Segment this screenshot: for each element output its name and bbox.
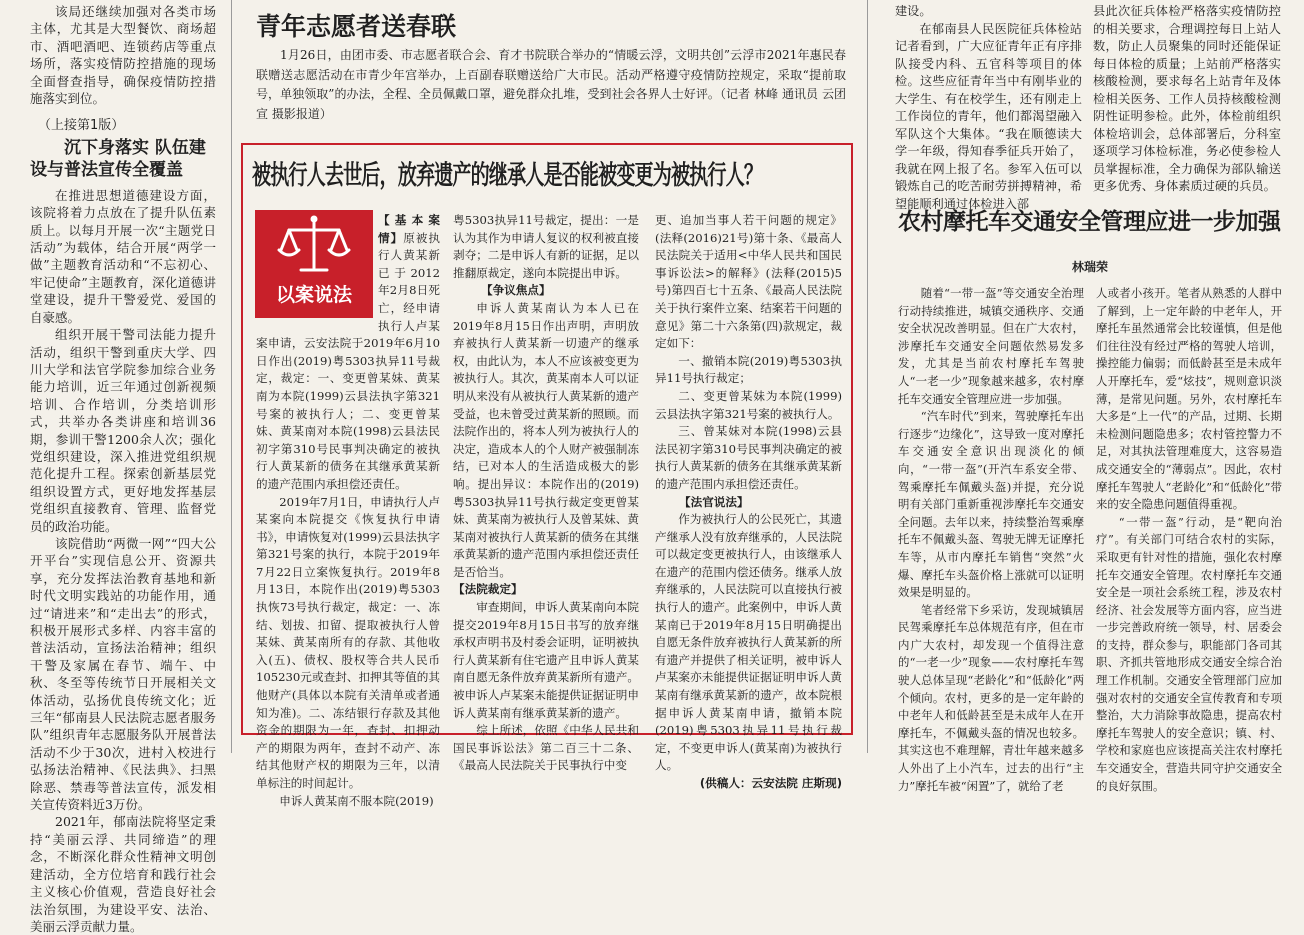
left-intro: 该局还继续加强对各类市场主体，尤其是大型餐饮、商场超市、酒吧酒吧、连锁药店等重点场所，落实疫情防控措施的现场全面督查指导，确保疫情防控措施落实到位。 bbox=[30, 4, 216, 107]
feature-paragraph: 申诉人黄某南认为本人已在2019年8月15日作出声明，声明放弃被执行人黄某新一切遗产的继承权，由此认为，本人不应该被变更为被执行人。其次，黄某南本人可以证明从来没有从被执行人黄某新的遗产受益，也未曾受过黄某新的照顾。而法院作出的，将本人列为被执行人的决定，造成本人的个人财产被强制冻结，已对本人的生活造成极大的影响。提出异议：本院作出的(2019)粤5303执异11号执行裁定变更曾某妹、黄某南为被执行人及曾某妹、黄某南对被执行人黄某新的债务在其继承黄某新的遗产范围内承担偿还责任是否恰当。 bbox=[453, 300, 639, 579]
left-headline-line1: 沉下身落实 队伍建 bbox=[64, 137, 206, 158]
ruling-item: 三、曾某妹对本院(1998)云县法民初字第310号民事判决确定的被执行人黄某新的债务在其继承黄某新的遗产范围内承担偿还责任。 bbox=[655, 424, 842, 491]
column-divider bbox=[867, 0, 868, 753]
basic-facts-heading: 【基本案情】 bbox=[378, 213, 440, 245]
ruling-item: 二、变更曾某妹为本院(1999)云县法执字第321号案的被执行人。 bbox=[655, 388, 842, 421]
feature-column-3 bbox=[655, 212, 842, 790]
right-story-column-2 bbox=[1096, 285, 1282, 793]
feature-title: 被执行人去世后，放弃遗产的继承人是否能被变更为被执行人？ bbox=[252, 160, 763, 191]
top-right-text: 县此次征兵体检严格落实疫情防控的相关要求，合理调控每日上站人数，防止人员聚集的同时还能保证每日体检的质量；上站前严格落实核酸检测，要求每名上站青年及体检相关医务、工作人员持核酸检测阴性证明参检。此外，体检前组织体检培训会，总体部署后，分科室逐项学习体检标准，务必使参检人员掌握标准，全力确保为部队输送更多优秀、身体素质过硬的兵员。 bbox=[1093, 4, 1281, 193]
left-paragraph: 组织开展干警司法能力提升活动，组织干警到重庆大学、四川大学和法官学院参加综合业务能力培训，近三年通过创新视频培训、合作培训，分类培训形式，共举办各类讲座和培训36期，参训干警1200余人次；强化党组织建设，深入推进党组织规范化提升工程。探索创新基层党组织设置方式，更好地发挥基层党组织直接教育、管理、监督党员的政治功能。 bbox=[30, 327, 216, 534]
left-paragraph: 该院借助“两微一网”“四大公开平台”实现信息公开、资源共享，充分发挥法治教育基地和新时代文明实践站的功能作用，通过“请进来”和“走出去”的形式，积极开展形式多样、内容丰富的普法活动，宣扬法治精神；组织干警及家属在春节、端午、中秋、冬至等传统节日开展相关文体活动，弘扬优良传统文化；近三年“郁南县人民法院志愿者服务队”组织青年志愿服务队开展普法活动不少于30次，进村入校进行弘扬法治精神、《民法典》、扫黑除恶、禁毒等普法宣传，派发相关宣传资料近3万份。 bbox=[30, 535, 216, 813]
feature-column-1 bbox=[256, 212, 440, 808]
basic-facts-text: 原被执行人黄某新已于2012年2月8日死亡，经申请执行人卢某案申请，云安法院于2019年6月10日作出(2019)粤5303执异11号裁定，裁定：一、变更曾某妹、黄某南为本院(1999)云县法执字第321号案的被执行人；二、变更曾某妹、黄某南对本院(1998)云县法民初字第310号民事判决确定的被执行人黄某新的债务在其继承黄某新的遗产范围内承担偿还责任。 bbox=[256, 230, 440, 491]
right-story-column-1 bbox=[898, 285, 1084, 793]
ruling-heading: 【法院裁定】 bbox=[453, 582, 523, 597]
right-story-author: 林瑞荣 bbox=[1071, 260, 1108, 274]
top-story-text: 1月26日，由团市委、市志愿者联合会、育才书院联合举办的“情暖云浮，文明共创”云浮市2021年惠民春联赠送志愿活动在市青少年宫举办，上百副春联赠送给广大市民。活动严格遵守疫情防控规定，采取“提前取号，单独领取”的办法，全程、全员佩戴口罩，避免群众扎堆，受到社会各界人士好评。（记者 林峰 通讯员 云团宣 摄影报道） bbox=[256, 48, 846, 121]
left-paragraph: 在推进思想道德建设方面，该院将着力点放在了提升队伍素质上。以每月开展一次“主题党日活动”为载体，结合开展“两学一做”主题教育活动和“不忘初心、牢记使命”主题教育，深化道德讲堂建设，提升干警爱党、爱国的自豪感。 bbox=[30, 187, 216, 325]
feature-column-2 bbox=[453, 212, 639, 773]
ruling-item: 一、撤销本院(2019)粤5303执异11号执行裁定； bbox=[655, 353, 842, 386]
feature-paragraph: 更、追加当事人若干问题的规定》(法释(2016)21号)第十条、《最高人民法院关于适用<中华人民共和国民事诉讼法>的解释》(法释(2015)5号)第四百七十五条、《最高人民法院关于执行案件立案、结案若干问题的意见》第二十六条第(四)款规定，裁定如下： bbox=[655, 213, 842, 351]
top-story-body bbox=[256, 46, 846, 121]
right-story-paragraph: 笔者经常下乡采访，发现城镇居民驾乘摩托车总体规范有序，但在市内广大农村，却发现一个值得注意的“一老一少”现象——农村摩托车驾驶人总体呈现“老龄化”和“低龄化”两个倾向。农村，更多的是一定年龄的中老年人和低龄甚至是未成年人在开摩托车，不佩戴头盔的情况也较多。其实这也不难理解，青壮年越来越多人外出了上小汽车，过去的出行“主力”摩托车被“闲置”了，就给了老 bbox=[898, 602, 1084, 793]
feature-paragraph: 综上所述，依照《中华人民共和国民事诉讼法》第二百三十二条、《最高人民法院关于民事执行中变 bbox=[453, 723, 639, 773]
feature-paragraph: 粤5303执异11号裁定，提出：一是认为其作为申请人复议的权利被直接剥夺；二是申诉人有新的证据，足以推翻原裁定，遂向本院提出申诉。 bbox=[453, 213, 639, 280]
feature-paragraph: 作为被执行人的公民死亡，其遗产继承人没有放弃继承的，人民法院可以裁定变更被执行人，由该继承人在遗产的范围内偿还债务。继承人放弃继承的，人民法院可以直接执行被执行人的遗产。此案例中，申诉人黄某南已于2019年8月15日明确提出自愿无条件放弃被执行人黄某新的所有遗产并提供了相关证明，被申诉人卢某案亦未能提供证据证明申诉人黄某南有继承黄某新的遗产，故本院根据申诉人黄某南申请，撤销本院(2019)粤5303执异11号执行裁定，不变更申诉人(黄某南)为被执行人。 bbox=[655, 512, 842, 773]
right-story-paragraph: “一带一盔”行动，是“靶向治疗”。有关部门可结合农村的实际，采取更有针对性的措施，强化农村摩托车交通安全管理。农村摩托车交通安全是一项社会系统工程，涉及农村经济、社会发展等方面内容，应当进一步完善政府统一领导，村、居委会的支持，群众参与，职能部门各司其职、齐抓共管地形成交通安全综合治理工作机制。交通安全管理部门应加强对农村的交通安全宣传教育和专项整治，大力消除事故隐患，提高农村摩托车驾驶人的安全意识；镇、村、学校和家庭也应该提高关注农村摩托车交通安全，营造共同守护交通安全的良好氛围。 bbox=[1096, 514, 1282, 793]
top-right-text: 建设。 bbox=[895, 4, 932, 18]
top-right-text: 在郁南县人民医院征兵体检站记者看到，广大应征青年正有序排队接受内科、五官科等项目的体检。这些应征青年当中有刚毕业的大学生、有在校学生，还有刚走上工作岗位的青年，他们都渴望融入军队这个大集体。“我在顺德读大学一年级，得知春季征兵开始了，我就在网上报了名。参军入伍可以锻炼自己的吃苦耐劳拼搏精神，希望能顺利通过体检进入部 bbox=[895, 21, 1082, 211]
column-divider bbox=[231, 0, 232, 753]
right-story-paragraph: “汽车时代”到来，驾驶摩托车出行逐步“边缘化”，这导致一度对摩托车交通安全意识出现淡化的倾向，“一带一盔”(开汽车系安全带、驾乘摩托车佩戴头盔)并提，充分说明有关部门重新重视涉摩托车交通安全问题。去年以来，持续整治驾乘摩托车不佩戴头盔、驾驶无牌无证摩托车等，从市内摩托车销售“突然”火爆、摩托车头盔价格上涨就可以证明效果是明显的。 bbox=[898, 409, 1084, 600]
right-story-title: 农村摩托车交通安全管理应进一步加强 bbox=[898, 208, 1281, 235]
feature-paragraph: 审查期间，申诉人黄某南向本院提交2019年8月15日书写的放弃继承权声明书及村委会证明，证明被执行人黄某新有住宅遗产且申诉人黄某南自愿无条件放弃黄某新所有遗产。被申诉人卢某案未能提供证据证明申诉人黄某南有继承黄某新的遗产。 bbox=[453, 600, 639, 720]
case-seal-label: 以案说法 bbox=[275, 284, 352, 306]
judge-comment-heading: 【法官说法】 bbox=[679, 494, 749, 509]
top-right-column-2 bbox=[1093, 3, 1281, 193]
feature-paragraph: 2019年7月1日，申请执行人卢某案向本院提交《恢复执行申请书》，申请恢复对(1999)云县法执字第321号案的执行，本院于2019年7月22日立案恢复执行。2019年8月13日，本院作出(2019)粤5303执恢73号执行裁定，裁定：一、冻结、划拔、扣留、提取被执行人曾某妹、黄某南所有的存款、其他收入(五)、债权、股权等合共人民币105230元或查封、扣押其等值的其他财产(具体以本院有关清单或者通知为准)。二、冻结银行存款及其他资金的期限为一年，查封、扣押动产的期限为两年，查封不动产、冻结其他财产权的期限为三年，以清单标注的时间起计。 bbox=[256, 494, 440, 790]
left-column bbox=[30, 3, 216, 934]
left-headline-line2: 设与普法宣传全覆盖 bbox=[30, 159, 183, 180]
continued-label: （上接第1版） bbox=[38, 118, 125, 134]
right-story-paragraph: 人或者小孩开。笔者从熟悉的人群中了解到，上一定年龄的中老年人，开摩托车虽然通常会比较谨慎，但是他们往往没有经过严格的驾驶人培训，操控能力偏弱；而低龄甚至是未成年人开摩托车，爱“炫技”，规则意识淡薄，是常见问题。另外，农村摩托车大多是“上一代”的产品，过期、长期未检测问题隐患多；农村管控警力不足，对其执法管理难度大，这容易造成交通安全的“薄弱点”。因此，农村摩托车驾驶人“老龄化”和“低龄化”带来的安全隐患问题值得重视。 bbox=[1096, 286, 1282, 512]
top-right-column-1 bbox=[895, 3, 1082, 211]
dispute-heading: 【争议焦点】 bbox=[481, 283, 551, 298]
left-paragraph: 2021年，郁南法院将坚定秉持“美丽云浮、共同缔造”的理念，不断深化群众性精神文明创建活动，全方位培育和践行社会主义核心价值观，营造良好社会法治氛围，为建设平安、法治、美丽云浮贡献力量。 bbox=[30, 814, 216, 934]
seal-spacer bbox=[256, 212, 378, 324]
right-story-paragraph: 随着“一带一盔”等交通安全治理行动持续推进，城镇交通秩序、交通安全状况改善明显。但在广大农村，涉摩托车交通安全问题依然易发多发，尤其是当前农村摩托车驾驶人“一老一少”现象越来越多，农村摩托车交通安全管理应进一步加强。 bbox=[898, 286, 1084, 406]
feature-paragraph: 申诉人黄某南不服本院(2019) bbox=[279, 793, 434, 808]
top-story-title: 青年志愿者送春联 bbox=[256, 12, 457, 41]
feature-credit: (供稿人：云安法院 庄斯现) bbox=[699, 776, 842, 790]
